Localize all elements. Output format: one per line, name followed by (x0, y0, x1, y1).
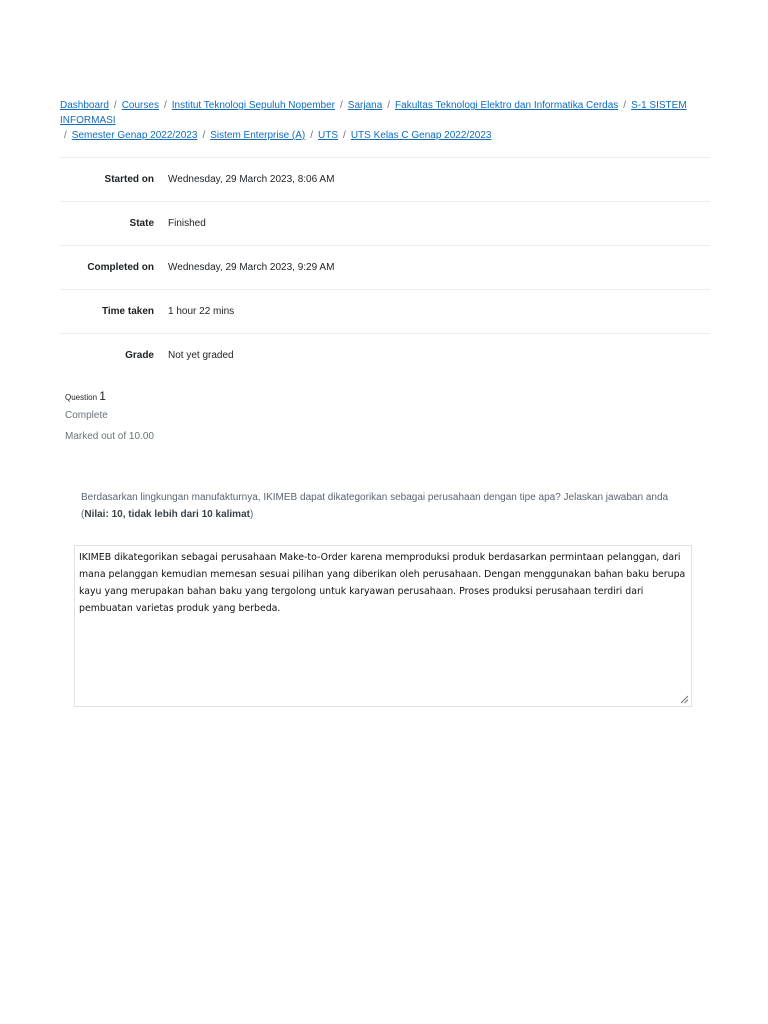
summary-row-grade (60, 334, 710, 377)
breadcrumb-separator: / (64, 130, 67, 141)
question-text (81, 489, 693, 523)
breadcrumb-dashboard[interactable]: Dashboard (60, 100, 109, 111)
summary-value: Finished (168, 218, 206, 229)
breadcrumb-separator: / (623, 100, 627, 111)
breadcrumb-separator: / (387, 100, 391, 111)
summary-row-time-taken (60, 290, 710, 334)
question-number (65, 389, 185, 403)
summary-value: 1 hour 22 mins (168, 306, 235, 317)
question-text-bold: Nilai: 10, tidak lebih dari 10 kalimat (84, 509, 250, 520)
breadcrumb-separator: / (310, 130, 314, 141)
breadcrumb-program[interactable]: S-1 SISTEM INFORMASI (60, 100, 687, 126)
answer-textarea[interactable] (74, 545, 692, 707)
breadcrumb-level[interactable]: Sarjana (347, 100, 383, 111)
breadcrumb-separator: / (343, 130, 346, 141)
summary-value: Wednesday, 29 March 2023, 9:29 AM (168, 262, 335, 273)
breadcrumb-separator: / (202, 130, 206, 141)
breadcrumb-separator: / (340, 100, 343, 111)
summary-value: Wednesday, 29 March 2023, 8:06 AM (168, 174, 335, 185)
question-text-end: ) (249, 509, 254, 520)
breadcrumb-courses[interactable]: Courses (121, 100, 159, 111)
breadcrumb-institution[interactable]: Institut Teknologi Sepuluh Nopember (171, 100, 335, 111)
question-text-main: Berdasarkan lingkungan manufakturnya, IKIMEB dapat dikategorikan sebagai perusahaan dengan tipe apa? Jelaskan jawaban anda ( (81, 492, 669, 520)
question-mark: Marked out of 10.00 (65, 431, 154, 442)
question-state: Complete (65, 410, 108, 421)
summary-value: Not yet graded (168, 350, 234, 361)
attempt-summary-table (60, 157, 710, 377)
breadcrumb-separator: / (163, 100, 167, 111)
breadcrumb (60, 98, 710, 143)
summary-label: Started on (104, 174, 154, 185)
answer-text[interactable]: IKIMEB dikategorikan sebagai perusahaan Make-to-Order karena memproduksi produk berdasarkan permintaan pelanggan, dari mana pelanggan kemudian memesan sesuai pilihan yang diberikan oleh perusahaan. Dengan menggunakan bahan baku berupa kayu yang merupakan bahan baku yang tergolong untuk karyawan perusahaan. Proses produksi perusahaan terdiri dari pembuatan varietas produk yang berbeda. (79, 552, 686, 614)
summary-row-state (60, 202, 710, 246)
breadcrumb-course[interactable]: Sistem Enterprise (A) (210, 130, 306, 141)
summary-row-started (60, 158, 710, 202)
summary-label: Completed on (87, 262, 154, 273)
summary-label: State (129, 218, 154, 229)
question-info (65, 389, 185, 442)
question-number-value: 1 (99, 389, 106, 403)
breadcrumb-faculty[interactable]: Fakultas Teknologi Elektro dan Informatika Cerdas (395, 100, 619, 111)
resize-handle-icon[interactable] (679, 694, 689, 704)
summary-row-completed (60, 246, 710, 290)
breadcrumb-quiz[interactable]: UTS Kelas C Genap 2022/2023 (350, 130, 492, 141)
breadcrumb-section[interactable]: UTS (318, 130, 339, 141)
breadcrumb-separator: / (113, 100, 117, 111)
breadcrumb-semester[interactable]: Semester Genap 2022/2023 (71, 130, 198, 141)
summary-label: Grade (125, 350, 154, 361)
summary-label: Time taken (101, 306, 154, 317)
question-prefix: Question (65, 393, 98, 402)
